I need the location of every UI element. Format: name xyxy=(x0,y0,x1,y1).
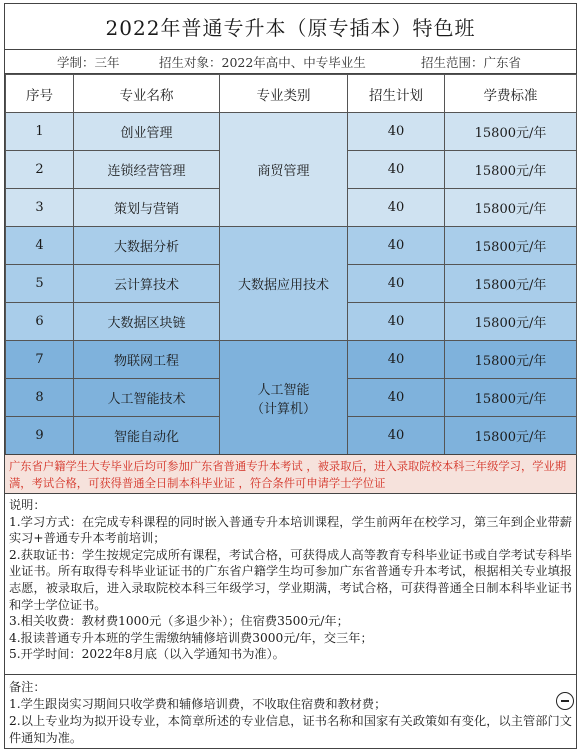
brochure-sheet xyxy=(4,3,577,749)
remark-item: 2.以上专业均为拟开设专业，本简章所述的专业信息，证书名称和国家有关政策如有变化，以主管部门文件通知为准。 xyxy=(9,714,572,745)
remarks-heading: 备注： xyxy=(9,680,46,694)
enrollment-meta xyxy=(5,50,576,74)
note-item: 5.开学时间：2022年8月底（以入学通知书为准）。 xyxy=(9,647,285,662)
row-plan: 40 xyxy=(348,341,445,379)
note-item: 4.报读普通专升本班的学生需缴纳辅修培训费3000元/年，交三年； xyxy=(9,630,373,645)
remarks-section xyxy=(5,675,576,749)
duration-text: 学制：三年 xyxy=(57,54,120,70)
header-no: 序号 xyxy=(6,75,74,113)
row-no: 3 xyxy=(6,189,74,227)
row-fee: 15800元/年 xyxy=(445,417,577,455)
row-name: 大数据分析 xyxy=(74,227,220,265)
row-name: 云计算技术 xyxy=(74,265,220,303)
row-name: 物联网工程 xyxy=(74,341,220,379)
row-name: 策划与营销 xyxy=(74,189,220,227)
table-row xyxy=(6,113,577,151)
table-header-row xyxy=(6,75,577,113)
table-row xyxy=(6,227,577,265)
row-name: 连锁经营管理 xyxy=(74,151,220,189)
category-cell xyxy=(220,341,348,455)
row-name: 创业管理 xyxy=(74,113,220,151)
page-title: 2022年普通专升本（原专插本）特色班 xyxy=(5,4,576,50)
header-name: 专业名称 xyxy=(74,75,220,113)
row-plan: 40 xyxy=(348,189,445,227)
row-fee: 15800元/年 xyxy=(445,227,577,265)
row-no: 8 xyxy=(6,379,74,417)
row-plan: 40 xyxy=(348,303,445,341)
row-plan: 40 xyxy=(348,379,445,417)
note-item: 2.获取证书：学生按规定完成所有课程，考试合格，可获得成人高等教育专科毕业证书或自学考试专科毕业证书。所有取得专科毕业证证书的广东省户籍学生均可参加广东省普通专升本考试，根据相关专业填报志愿，被录取后，进入录取院校本科三年级学习，学业期满，考试合格，可获得普通全日制本科毕业证书和学士学位证书。 xyxy=(9,547,572,612)
row-no: 2 xyxy=(6,151,74,189)
row-fee: 15800元/年 xyxy=(445,151,577,189)
row-fee: 15800元/年 xyxy=(445,341,577,379)
notes-heading: 说明： xyxy=(9,498,46,512)
note-item: 3.相关收费：教材费1000元（多退少补）；住宿费3500元/年； xyxy=(9,614,349,629)
row-fee: 15800元/年 xyxy=(445,113,577,151)
row-fee: 15800元/年 xyxy=(445,379,577,417)
notes-section xyxy=(5,494,576,675)
category-cell: 商贸管理 xyxy=(220,113,348,227)
row-name: 智能自动化 xyxy=(74,417,220,455)
row-plan: 40 xyxy=(348,227,445,265)
row-plan: 40 xyxy=(348,265,445,303)
header-plan: 招生计划 xyxy=(348,75,445,113)
row-no: 9 xyxy=(6,417,74,455)
row-no: 6 xyxy=(6,303,74,341)
row-plan: 40 xyxy=(348,417,445,455)
row-plan: 40 xyxy=(348,151,445,189)
header-category: 专业类别 xyxy=(220,75,348,113)
row-fee: 15800元/年 xyxy=(445,189,577,227)
remark-item: 1.学生跟岗实习期间只收学费和辅修培训费，不收取住宿费和教材费； xyxy=(9,697,387,711)
row-plan: 40 xyxy=(348,113,445,151)
row-no: 4 xyxy=(6,227,74,265)
row-no: 5 xyxy=(6,265,74,303)
category-cell: 大数据应用技术 xyxy=(220,227,348,341)
row-no: 1 xyxy=(6,113,74,151)
note-item: 1.学习方式：在完成专科课程的同时嵌入普通专升本培训课程，学生前两年在校学习，第三年到企业带薪实习+普通专升本考前培训； xyxy=(9,514,572,546)
row-fee: 15800元/年 xyxy=(445,265,577,303)
program-table xyxy=(5,74,577,455)
row-no: 7 xyxy=(6,341,74,379)
row-name: 大数据区块链 xyxy=(74,303,220,341)
row-name: 人工智能技术 xyxy=(74,379,220,417)
minus-circle-icon[interactable] xyxy=(556,692,574,710)
table-row xyxy=(6,341,577,379)
category-line: （计算机） xyxy=(250,401,316,417)
upgrade-notice: 广东省户籍学生大专毕业后均可参加广东省普通专升本考试 ，被录取后，进入录取院校本科三年级学习，学业期满，考试合格，可获得普通全日制本科毕业证 ，符合条件可申请学士学位证 xyxy=(5,454,576,494)
target-text: 招生对象：2022年高中、中专毕业生 xyxy=(159,54,366,70)
category-line: 人工智能 xyxy=(257,382,310,398)
scope-text: 招生范围：广东省 xyxy=(421,54,522,70)
row-fee: 15800元/年 xyxy=(445,303,577,341)
header-fee: 学费标准 xyxy=(445,75,577,113)
